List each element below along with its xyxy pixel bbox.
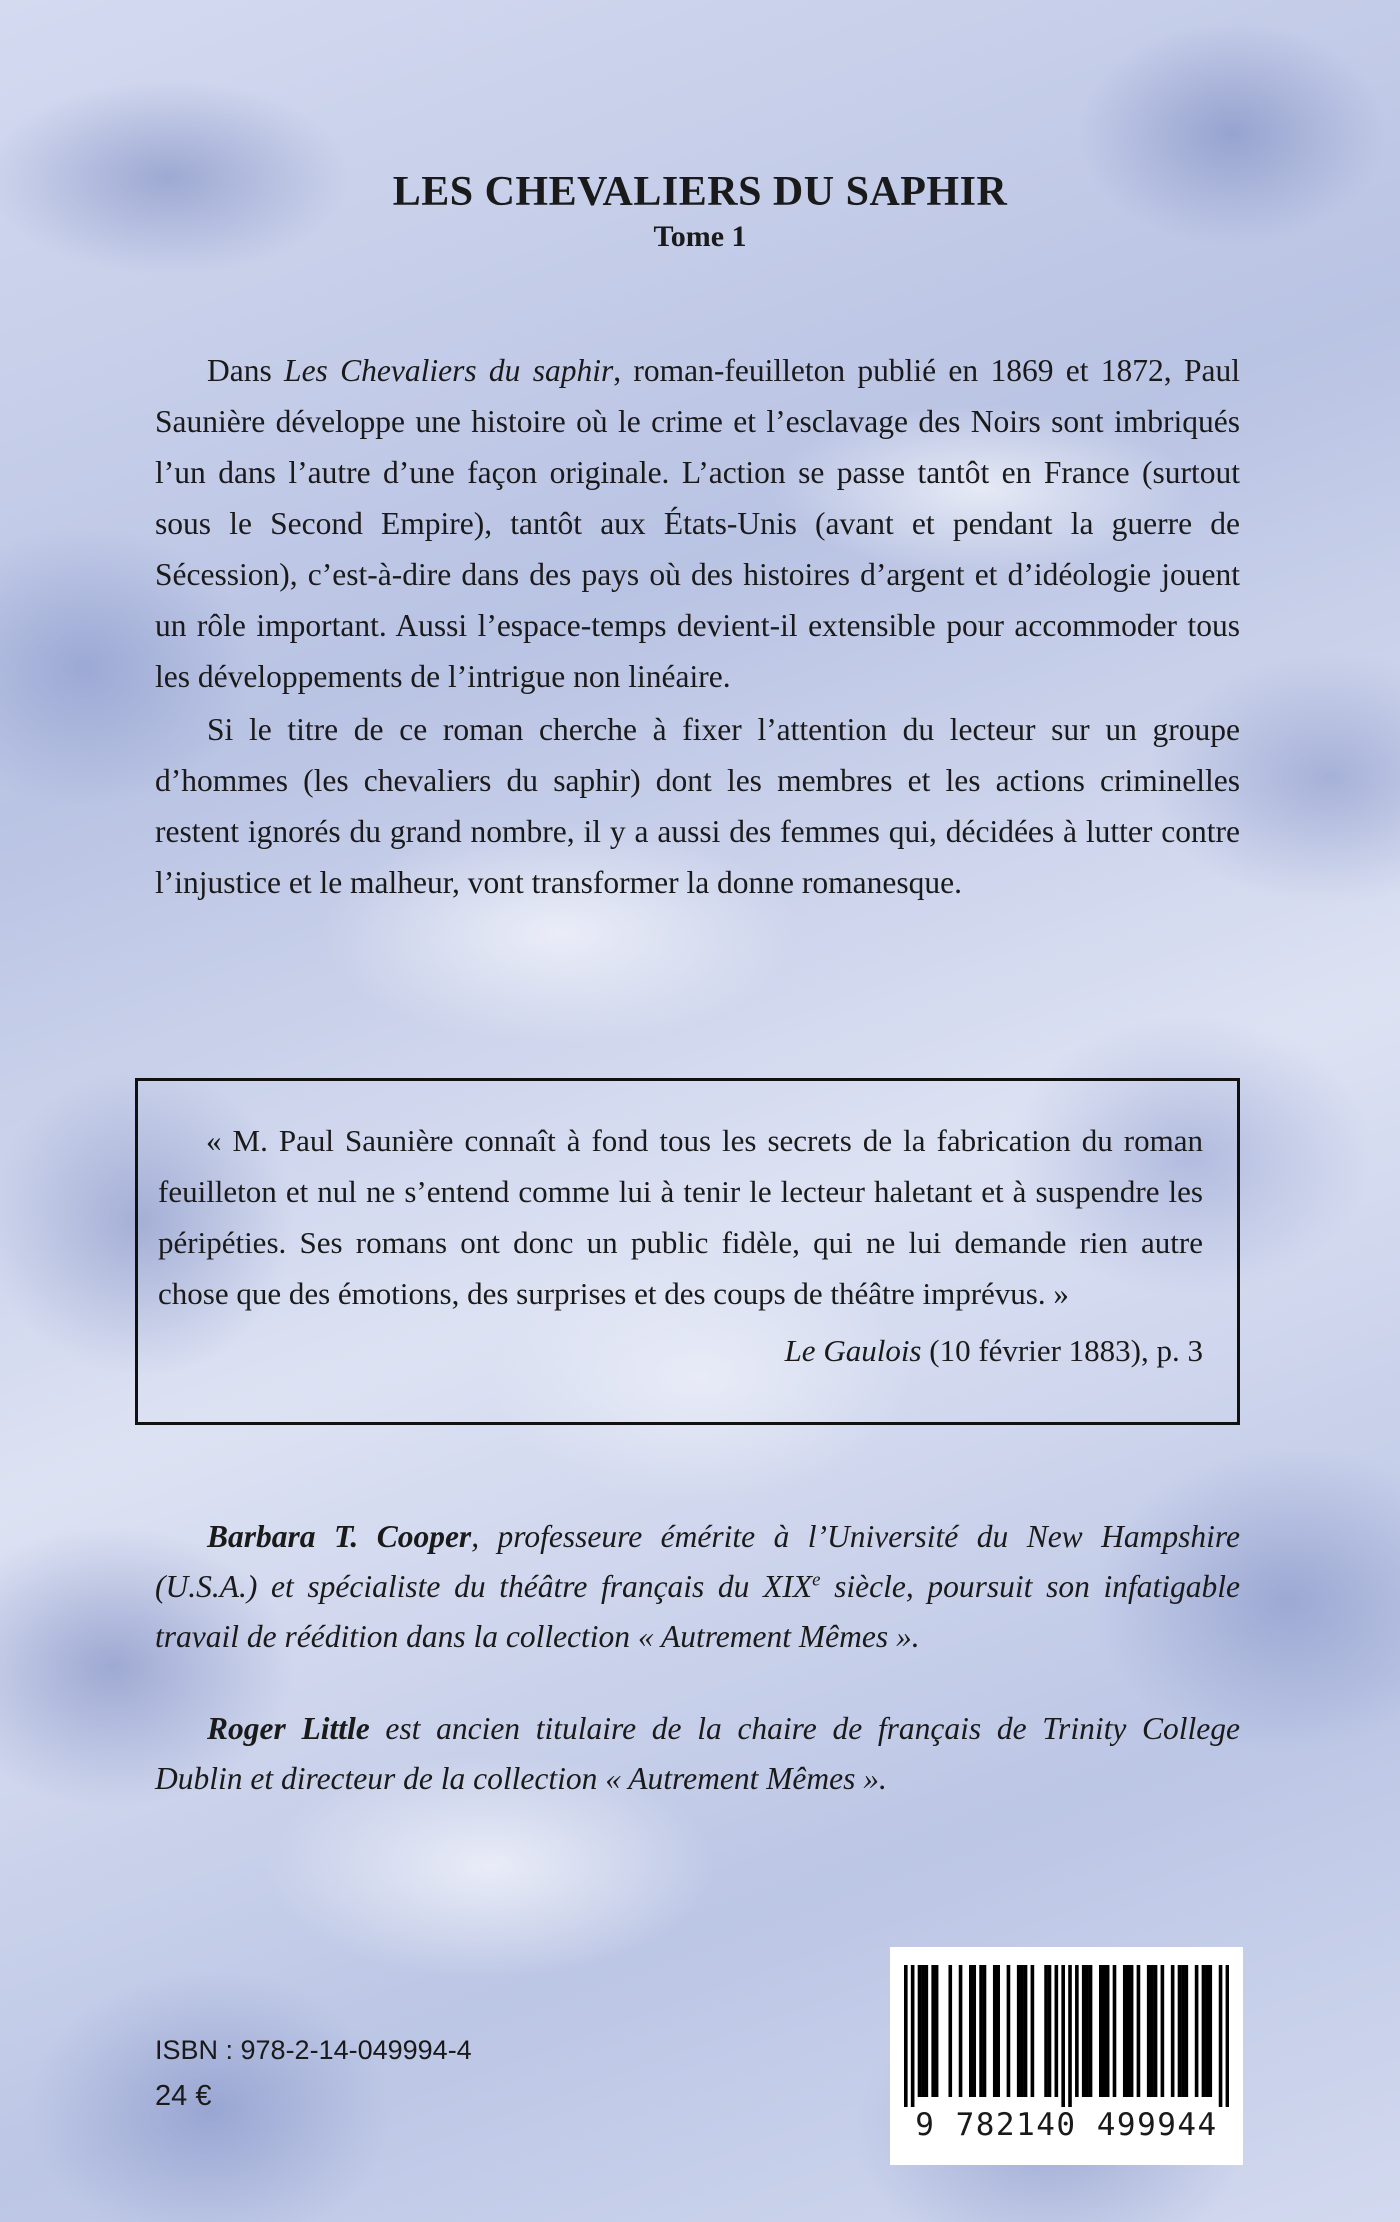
barcode-bar: [1113, 1965, 1117, 2097]
barcode-bar: [948, 1965, 952, 2097]
barcode-bar: [1024, 1965, 1028, 2097]
barcode-bar: [1048, 1965, 1052, 2097]
text-run: siècle, poursuit son infatigable travail de réédition dans la collection « Autrement Mêmes ».: [155, 1569, 1241, 1654]
barcode-bar: [1123, 1965, 1127, 2097]
barcode-bar: [1007, 1965, 1011, 2097]
price: 24 €: [155, 2080, 212, 2112]
text-run: Dans: [207, 353, 285, 388]
barcode-bar: [1208, 1965, 1212, 2097]
barcode-bar: [1089, 1965, 1093, 2097]
barcode-bar: [1085, 1965, 1089, 2097]
barcode-bar: [1178, 1965, 1182, 2097]
barcode-bar: [996, 1965, 1000, 2097]
text-run: e: [812, 1569, 821, 1591]
text-run: Les Chevaliers du saphir: [284, 353, 614, 388]
barcode-bar: [1205, 1965, 1209, 2097]
barcode-bar: [1044, 1965, 1048, 2097]
barcode-bar: [983, 1965, 987, 2097]
title-block: [150, 168, 1250, 254]
barcode-bar: [1106, 1965, 1110, 2097]
text-run: Si le titre de ce roman cherche à fixer l’attention du lecteur sur un groupe d’hommes (les chevaliers du saphir) dont les membres et les actions criminelles restent ignorés du grand nombre, il y a aussi des femmes qui, décidées à lutter contre l’injustice et le malheur, vont transformer la donne romanesque.: [155, 712, 1240, 900]
book-tome: Tome 1: [653, 220, 747, 254]
text-run: est ancien titulaire de la chaire de français de Trinity College Dublin et directeur de la collection « Autrement Mêmes ».: [155, 1711, 1240, 1796]
synopsis-paragraph-1: [155, 345, 1240, 702]
barcode-bar: [1082, 1965, 1086, 2097]
barcode-bar: [959, 1965, 963, 2097]
barcode-bar: [1055, 1965, 1059, 2097]
barcode-bar: [1102, 1965, 1106, 2097]
barcode-bar: [1099, 1965, 1103, 2097]
barcode-bar: [1195, 1965, 1199, 2097]
barcode-bar: [925, 1965, 929, 2097]
text-run: , roman-feuilleton publié en 1869 et 1872, Paul Saunière développe une histoire où le crime et l’esclavage des Noirs sont imbriqués l’un dans l’autre d’une façon originale. L’action se passe tantôt en France (surtout sous le Second Empire), tantôt aux États-Unis (avant et pendant la guerre de Sécession), c’est-à-dire dans des pays où des histoires d’argent et d’idéologie jouent un rôle important. Aussi l’espace-temps devient-il extensible pour accommoder tous les développements de l’intrigue non linéaire.: [155, 353, 1240, 694]
barcode-bar: [1202, 1965, 1206, 2097]
book-title: LES CHEVALIERS DU SAPHIR: [392, 169, 1008, 215]
press-quote-box: [135, 1078, 1240, 1425]
barcode-bar: [931, 1965, 935, 2097]
barcode-bar: [1171, 1965, 1175, 2097]
isbn-price-block: [155, 2030, 472, 2118]
barcode-bar: [921, 1965, 925, 2097]
barcode-bar: [972, 1965, 976, 2097]
barcode-bar: [1147, 1965, 1151, 2097]
bio-roger-little: [155, 1704, 1240, 1804]
barcode-bar: [969, 1965, 973, 2097]
barcode-bar: [1075, 1965, 1079, 2097]
barcode-bar: [1185, 1965, 1189, 2097]
synopsis: [155, 345, 1240, 908]
barcode-bar: [1031, 1965, 1035, 2097]
barcode-bar: [1061, 1965, 1065, 2107]
text-run: « M. Paul Saunière connaît à fond tous les secrets de la fabrication du roman feuilleton et nul ne s’entend comme lui à tenir le lecteur haletant et à suspendre les péripéties. Ses romans ont donc un public fidèle, qui ne lui demande rien autre chose que des émotions, des surprises et des coups de théâtre imprévus. »: [158, 1123, 1203, 1311]
barcode: [890, 1947, 1243, 2165]
barcode-bar: [904, 1965, 908, 2107]
bio-barbara-cooper: [155, 1512, 1240, 1662]
barcode-bar: [935, 1965, 939, 2097]
barcode-bar: [1126, 1965, 1130, 2097]
text-run: Le Gaulois: [784, 1333, 922, 1368]
barcode-bar: [1068, 1965, 1072, 2107]
barcode-bar: [1226, 1965, 1229, 2107]
text-run: Roger Little: [207, 1711, 370, 1746]
barcode-bar: [1181, 1965, 1185, 2097]
press-quote-text: [158, 1115, 1203, 1319]
barcode-bar: [1219, 1965, 1223, 2107]
isbn-number: ISBN : 978-2-14-049994-4: [155, 2035, 472, 2065]
text-run: Barbara T. Cooper: [207, 1519, 472, 1554]
press-quote-source: [158, 1325, 1203, 1376]
barcode-bar: [1154, 1965, 1158, 2097]
barcode-bar: [1130, 1965, 1134, 2097]
barcode-bar: [918, 1965, 922, 2097]
barcode-bar: [993, 1965, 997, 2097]
author-bios: [155, 1512, 1240, 1804]
barcode-bar: [1017, 1965, 1021, 2097]
barcode-bars: [904, 1965, 1229, 2107]
barcode-bar: [911, 1965, 915, 2107]
barcode-bar: [1137, 1965, 1141, 2097]
barcode-bar: [1161, 1965, 1165, 2097]
barcode-bar: [979, 1965, 983, 2097]
barcode-digits: 9 782140 499944: [915, 2107, 1218, 2143]
text-run: , professeure émérite à l’Université du New Hampshire (U.S.A.) et spécialiste du théâtre français du XIX: [155, 1519, 1240, 1604]
text-run: (10 février 1883), p. 3: [921, 1333, 1203, 1368]
synopsis-paragraph-2: [155, 704, 1240, 908]
barcode-bar: [1150, 1965, 1154, 2097]
barcode-bar: [1020, 1965, 1024, 2097]
